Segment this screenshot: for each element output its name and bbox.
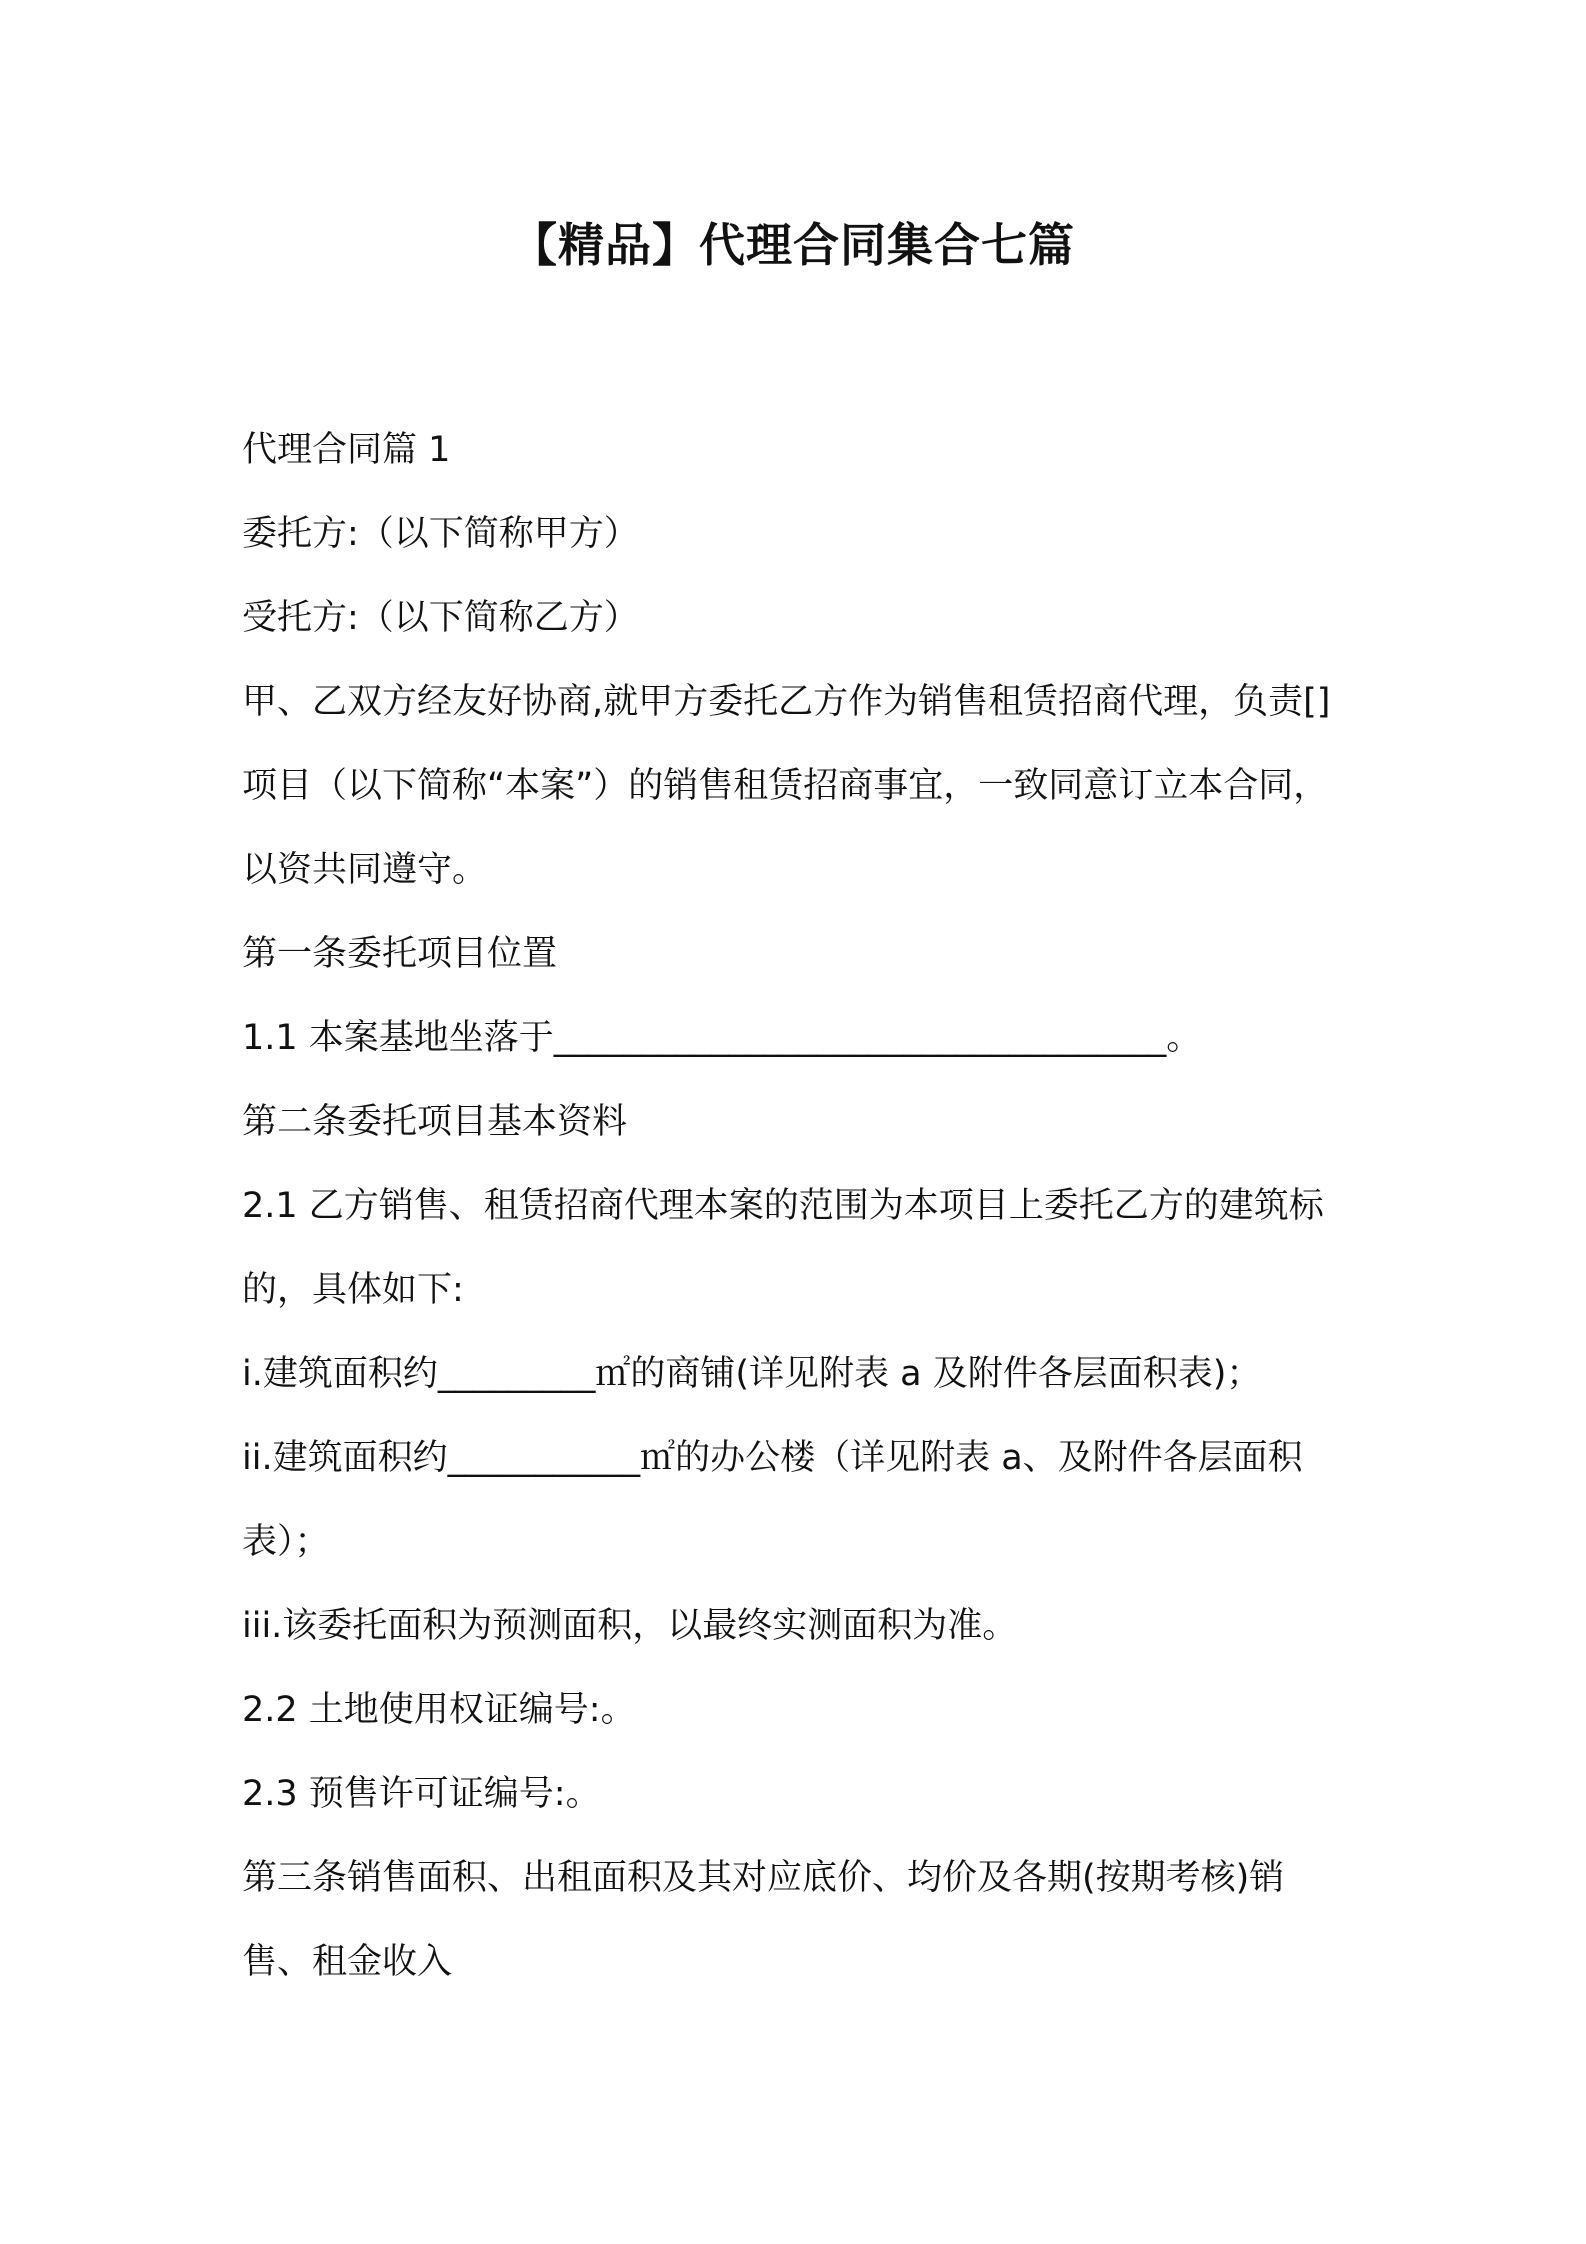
section-heading: 代理合同篇 1 — [242, 430, 451, 470]
article-2-heading: 第二条委托项目基本资料 — [242, 1102, 628, 1142]
document-body — [242, 408, 1352, 2004]
preamble-paragraph: 甲、乙双方经友好协商,就甲方委托乙方作为销售租赁招商代理，负责[]项目（以下简称“本案”）的销售租赁招商事宜，一致同意订立本合同，以资共同遵守。 — [242, 682, 1331, 890]
clause-1-1: 1.1 本案基地坐落于___________________________________。 — [242, 1018, 1202, 1058]
clause-2-1: 2.1 乙方销售、租赁招商代理本案的范围为本项目上委托乙方的建筑标的，具体如下: — [242, 1186, 1324, 1310]
clause-2-1-ii: ii.建筑面积约___________㎡的办公楼（详见附表 a、及附件各层面积表）； — [242, 1438, 1303, 1562]
article-3-heading: 第三条销售面积、出租面积及其对应底价、均价及各期(按期考核)销售、租金收入 — [242, 1858, 1285, 1982]
principal-party-line: 委托方:（以下简称甲方） — [242, 514, 639, 554]
document-title: 【精品】代理合同集合七篇 — [511, 218, 1075, 272]
clause-2-2: 2.2 土地使用权证编号:。 — [242, 1690, 636, 1730]
clause-2-1-i: i.建筑面积约_________㎡的商铺(详见附表 a 及附件各层面积表)； — [242, 1354, 1262, 1394]
clause-2-3: 2.3 预售许可证编号:。 — [242, 1774, 601, 1814]
article-1-heading: 第一条委托项目位置 — [242, 934, 558, 974]
clause-2-1-iii: iii.该委托面积为预测面积，以最终实测面积为准。 — [242, 1606, 1018, 1646]
agent-party-line: 受托方:（以下简称乙方） — [242, 598, 639, 638]
